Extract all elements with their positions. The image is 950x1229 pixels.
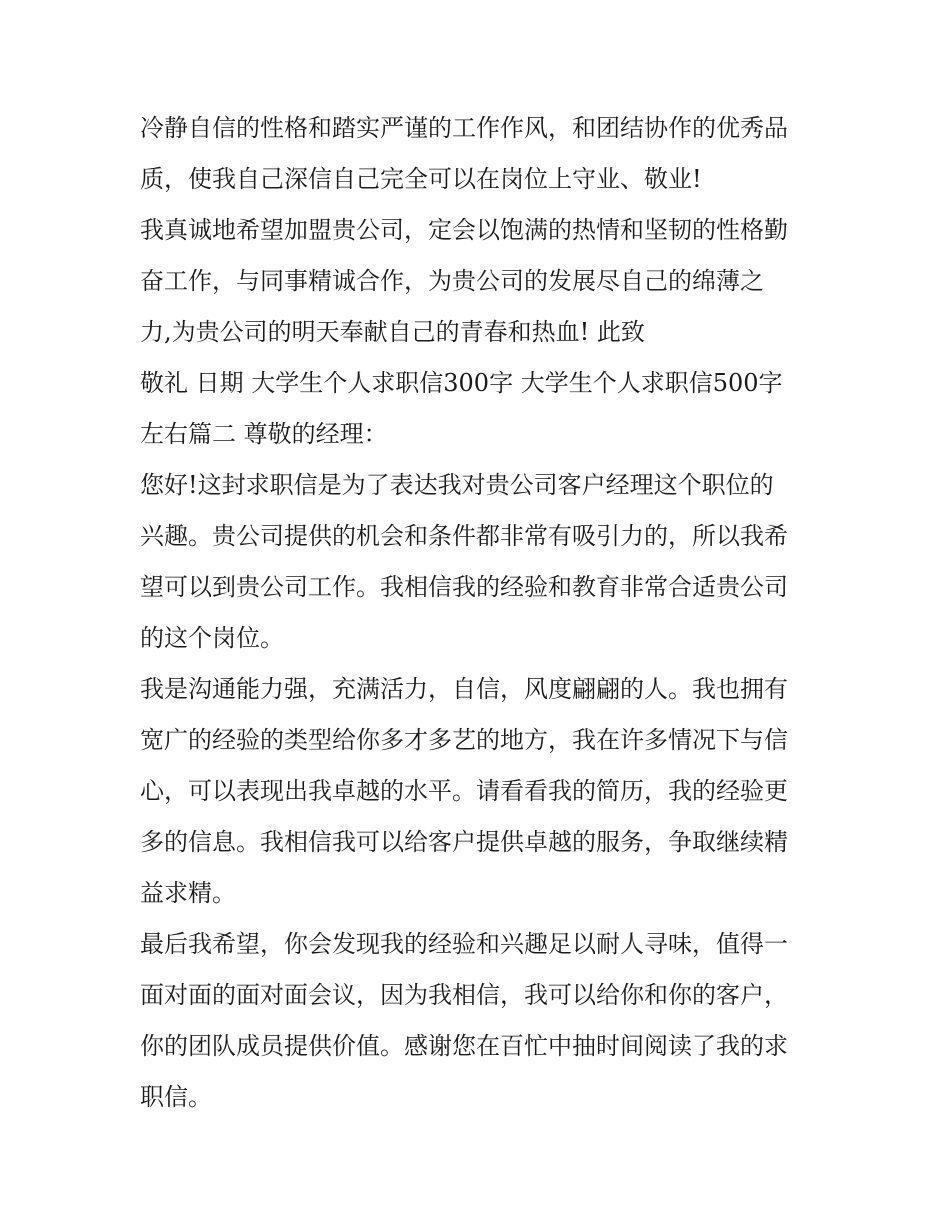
text-line: 奋工作，与同事精诚合作，为贵公司的发展尽自己的绵薄之 — [140, 267, 764, 295]
text-line: 宽广的经验的类型给你多才多艺的地方，我在许多情况下与信 — [140, 726, 788, 754]
text-line: 质，使我自己深信自己完全可以在岗位上守业、敬业! — [140, 165, 702, 193]
text-line: 的这个岗位。 — [140, 624, 284, 652]
text-line: 职信。 — [140, 1083, 212, 1111]
text-line: 最后我希望，你会发现我的经验和兴趣足以耐人寻味，值得一 — [140, 930, 788, 958]
text-line: 力,为贵公司的明天奉献自己的青春和热血! 此致 — [140, 318, 645, 346]
text-line: 望可以到贵公司工作。我相信我的经验和教育非常合适贵公司 — [140, 573, 788, 601]
text-line: 您好!这封求职信是为了表达我对贵公司客户经理这个职位的 — [140, 471, 774, 499]
text-line: 你的团队成员提供价值。感谢您在百忙中抽时间阅读了我的求 — [140, 1032, 788, 1060]
text-line: 心，可以表现出我卓越的水平。请看看我的简历，我的经验更 — [140, 777, 788, 805]
text-line: 面对面的面对面会议，因为我相信，我可以给你和你的客户， — [140, 981, 788, 1009]
text-line: 多的信息。我相信我可以给客户提供卓越的服务，争取继续精 — [140, 828, 788, 856]
text-line: 我真诚地希望加盟贵公司，定会以饱满的热情和坚韧的性格勤 — [140, 216, 788, 244]
text-line: 我是沟通能力强，充满活力，自信，风度翩翩的人。我也拥有 — [140, 675, 788, 703]
text-line: 冷静自信的性格和踏实严谨的工作作风，和团结协作的优秀品 — [140, 114, 788, 142]
text-line: 兴趣。贵公司提供的机会和条件都非常有吸引力的，所以我希 — [140, 522, 788, 550]
text-line: 益求精。 — [140, 879, 236, 907]
letter-body — [140, 103, 830, 1123]
text-line: 左右篇二 尊敬的经理： — [140, 420, 388, 448]
text-line: 敬礼 日期 大学生个人求职信300字 大学生个人求职信500字 — [140, 369, 783, 397]
